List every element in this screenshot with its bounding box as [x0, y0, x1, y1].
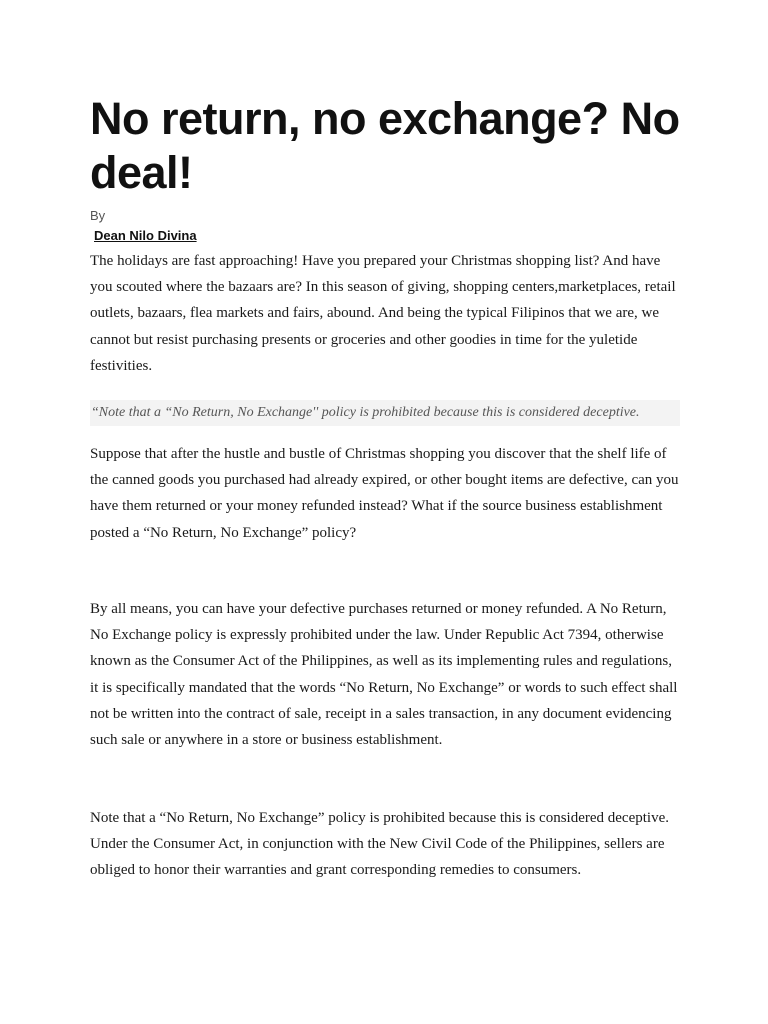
author-link[interactable]: Dean Nilo Divina	[94, 228, 197, 243]
paragraph-law: By all means, you can have your defective purchases returned or money refunded. A No Return, No Exchange policy is expressly prohibited under the law. Under Republic Act 7394, otherwise known as the Consumer Act of the Philippines, as well as its implementing rules and regulations, it is specifically mandated that the words “No Return, No Exchange” or words to such effect shall not be written into the contract of sale, receipt in a sales transaction, in any document evidencing such sale or anywhere in a store or business establishment.	[90, 601, 678, 749]
article-title: No return, no exchange? No deal!	[90, 93, 680, 198]
paragraph-scenario: Suppose that after the hustle and bustle of Christmas shopping you discover that the shelf life of the canned goods you purchased had already expired, or other bought items are defective, can you have them returned or your money refunded instead? What if the source business establishment posted a “No Return, No Exchange” policy?	[90, 446, 679, 541]
paragraph-warranties: Note that a “No Return, No Exchange” policy is prohibited because this is considered deceptive. Under the Consumer Act, in conjunction with the New Civil Code of the Philippines, sellers are obliged to honor their warranties and grant corresponding remedies to consumers.	[90, 810, 669, 879]
byline-label: By	[90, 208, 106, 223]
paragraph-intro: The holidays are fast approaching! Have you prepared your Christmas shopping list? And have you scouted where the bazaars are? In this season of giving, shopping centers,marketplaces, retail outlets, bazaars, flea markets and fairs, abound. And being the typical Filipinos that we are, we cannot but resist purchasing presents or groceries and other goodies in time for the yuletide festivities.	[90, 253, 676, 374]
pull-quote: “Note that a “No Return, No Exchange'' policy is prohibited because this is considered deceptive.	[90, 400, 680, 426]
